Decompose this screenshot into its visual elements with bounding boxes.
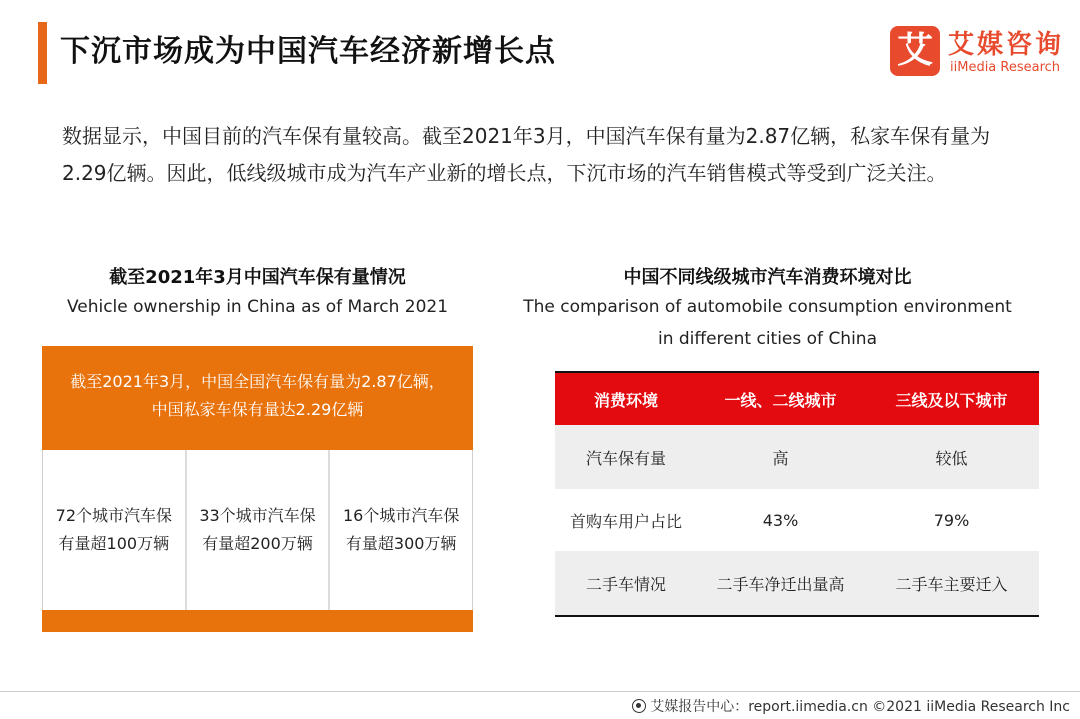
summary-line-2: 中国私家车保有量达2.29亿辆	[151, 400, 364, 419]
city-stat-line: 有量超300万辆	[345, 534, 457, 553]
table-cell: 二手车净迁出量高	[697, 551, 864, 616]
right-section-title-cn: 中国不同线级城市汽车消费环境对比	[623, 267, 912, 288]
comparison-table	[555, 371, 1039, 617]
city-stat-cell	[43, 450, 187, 610]
intro-paragraph: 数据显示，中国目前的汽车保有量较高。截至2021年3月，中国汽车保有量为2.87亿辆，私家车保有量为2.29亿辆。因此，低线级城市成为汽车产业新的增长点，下沉市场的汽车销售模式等受到广泛关注。	[62, 124, 991, 185]
city-stats-row	[42, 450, 473, 610]
report-center-icon	[632, 699, 646, 713]
table-cell: 二手车主要迁入	[864, 551, 1039, 616]
right-section-title-en	[520, 291, 1015, 355]
left-section-title-en: Vehicle ownership in China as of March 2021	[66, 297, 449, 317]
city-stat-cell	[330, 450, 472, 610]
table-cell: 较低	[864, 425, 1039, 489]
footer-divider	[0, 691, 1080, 692]
summary-footer-bar	[42, 610, 473, 632]
logo-english-name: iiMedia Research	[950, 60, 1061, 75]
city-stat-line: 72个城市汽车保	[55, 506, 173, 525]
footer	[632, 696, 1070, 716]
logo-chinese-name: 艾媒咨询	[948, 30, 1065, 60]
title-accent-bar	[38, 22, 47, 84]
summary-line-1: 截至2021年3月，中国全国汽车保有量为2.87亿辆，	[70, 372, 445, 391]
page-title: 下沉市场成为中国汽车经济新增长点	[60, 34, 556, 69]
ownership-summary-box	[42, 346, 473, 450]
table-cell: 二手车情况	[555, 551, 697, 616]
table-row	[555, 425, 1039, 489]
city-stat-line: 16个城市汽车保	[342, 506, 460, 525]
left-section-title-cn: 截至2021年3月中国汽车保有量情况	[109, 267, 406, 288]
table-cell: 汽车保有量	[555, 425, 697, 489]
right-title-en-line-1: The comparison of automobile consumption environment	[523, 297, 1012, 317]
city-stat-line: 33个城市汽车保	[199, 506, 316, 525]
table-header: 三线及以下城市	[864, 372, 1039, 425]
logo-mark-icon: 艾	[890, 26, 940, 76]
table-header: 消费环境	[555, 372, 697, 425]
table-cell: 高	[697, 425, 864, 489]
table-cell: 79%	[864, 489, 1039, 551]
brand-logo	[890, 24, 1065, 80]
table-header-row	[555, 372, 1039, 425]
city-stat-line: 有量超100万辆	[58, 534, 170, 553]
table-cell: 首购车用户占比	[555, 489, 697, 551]
table-row	[555, 489, 1039, 551]
right-title-en-line-2: in different cities of China	[657, 329, 878, 349]
city-stat-line: 有量超200万辆	[202, 534, 313, 553]
table-row	[555, 551, 1039, 616]
footer-text: 艾媒报告中心：report.iimedia.cn ©2021 iiMedia Research Inc	[650, 699, 1070, 715]
table-cell: 43%	[697, 489, 864, 551]
table-header: 一线、二线城市	[697, 372, 864, 425]
city-stat-cell	[187, 450, 331, 610]
